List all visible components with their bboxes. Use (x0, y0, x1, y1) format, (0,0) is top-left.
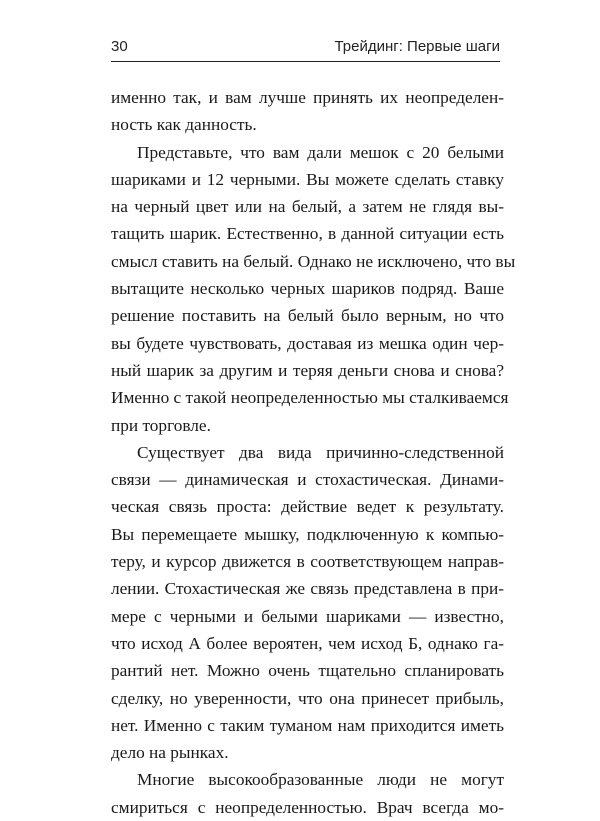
text-line: Вы перемещаете мышку, подключенную к компью- (111, 524, 504, 544)
text-line: Существует два вида причинно-следственной (137, 442, 504, 462)
body-text (111, 84, 516, 821)
text-line: при торговле. (111, 415, 211, 435)
text-line: мере с черными и белыми шариками — известно, (111, 606, 504, 626)
text-line: именно так, и вам лучше принять их неопределен- (111, 88, 504, 107)
text-line: ный шарик за другим и теряя деньги снова и снова? (111, 360, 504, 380)
text-line: ность как данность. (111, 115, 257, 135)
text-line: вы будете чувствовать, доставая из мешка один чер- (111, 333, 504, 353)
running-title: Трейдинг: Первые шаги (334, 38, 500, 55)
text-line: ческая связь проста: действие ведет к результату. (111, 497, 504, 517)
text-line: на черный цвет или на белый, а затем не глядя вы- (111, 197, 504, 217)
text-line: Представьте, что вам дали мешок с 20 белыми (137, 142, 504, 162)
text-line: вытащите несколько черных шариков подряд. Ваше (111, 279, 504, 299)
text-line: сделку, но уверенности, что она принесет прибыль, (111, 688, 504, 708)
text-line: рантий нет. Можно очень тщательно спланировать (111, 661, 504, 681)
text-line: Именно с такой неопределенностью мы сталкиваемся (111, 388, 509, 408)
text-line: нет. Именно с таким туманом нам приходится иметь (111, 715, 504, 735)
text-line: смысл ставить на белый. Однако не исключено, что вы (111, 251, 516, 271)
text-line: что исход А более вероятен, чем исход Б, однако га- (111, 633, 504, 653)
text-line: смириться с неопределенностью. Врач всегда мо- (111, 797, 504, 817)
text-line: решение поставить на белый было верным, но что (111, 306, 504, 326)
text-line: связи — динамическая и стохастическая. Динами- (111, 470, 504, 490)
text-line: лении. Стохастическая же связь представлена в при- (111, 579, 504, 599)
text-line: тащить шарик. Естественно, в данной ситуации есть (111, 224, 504, 244)
header-rule (111, 61, 500, 62)
text-line: Многие высокообразованные люди не могут (137, 770, 504, 790)
paragraph-uncertainty (111, 766, 504, 821)
paragraph-continuation (111, 84, 504, 139)
text-line: шариками и 12 черными. Вы можете сделать ставку (111, 169, 504, 189)
text-line: теру, и курсор движется в соответствующем направ- (111, 552, 504, 572)
text-line: дело на рынках. (111, 743, 229, 763)
paragraph-bag-of-balls (111, 139, 516, 439)
page-number: 30 (111, 38, 128, 55)
running-header (111, 36, 500, 58)
paragraph-causality (111, 439, 504, 767)
